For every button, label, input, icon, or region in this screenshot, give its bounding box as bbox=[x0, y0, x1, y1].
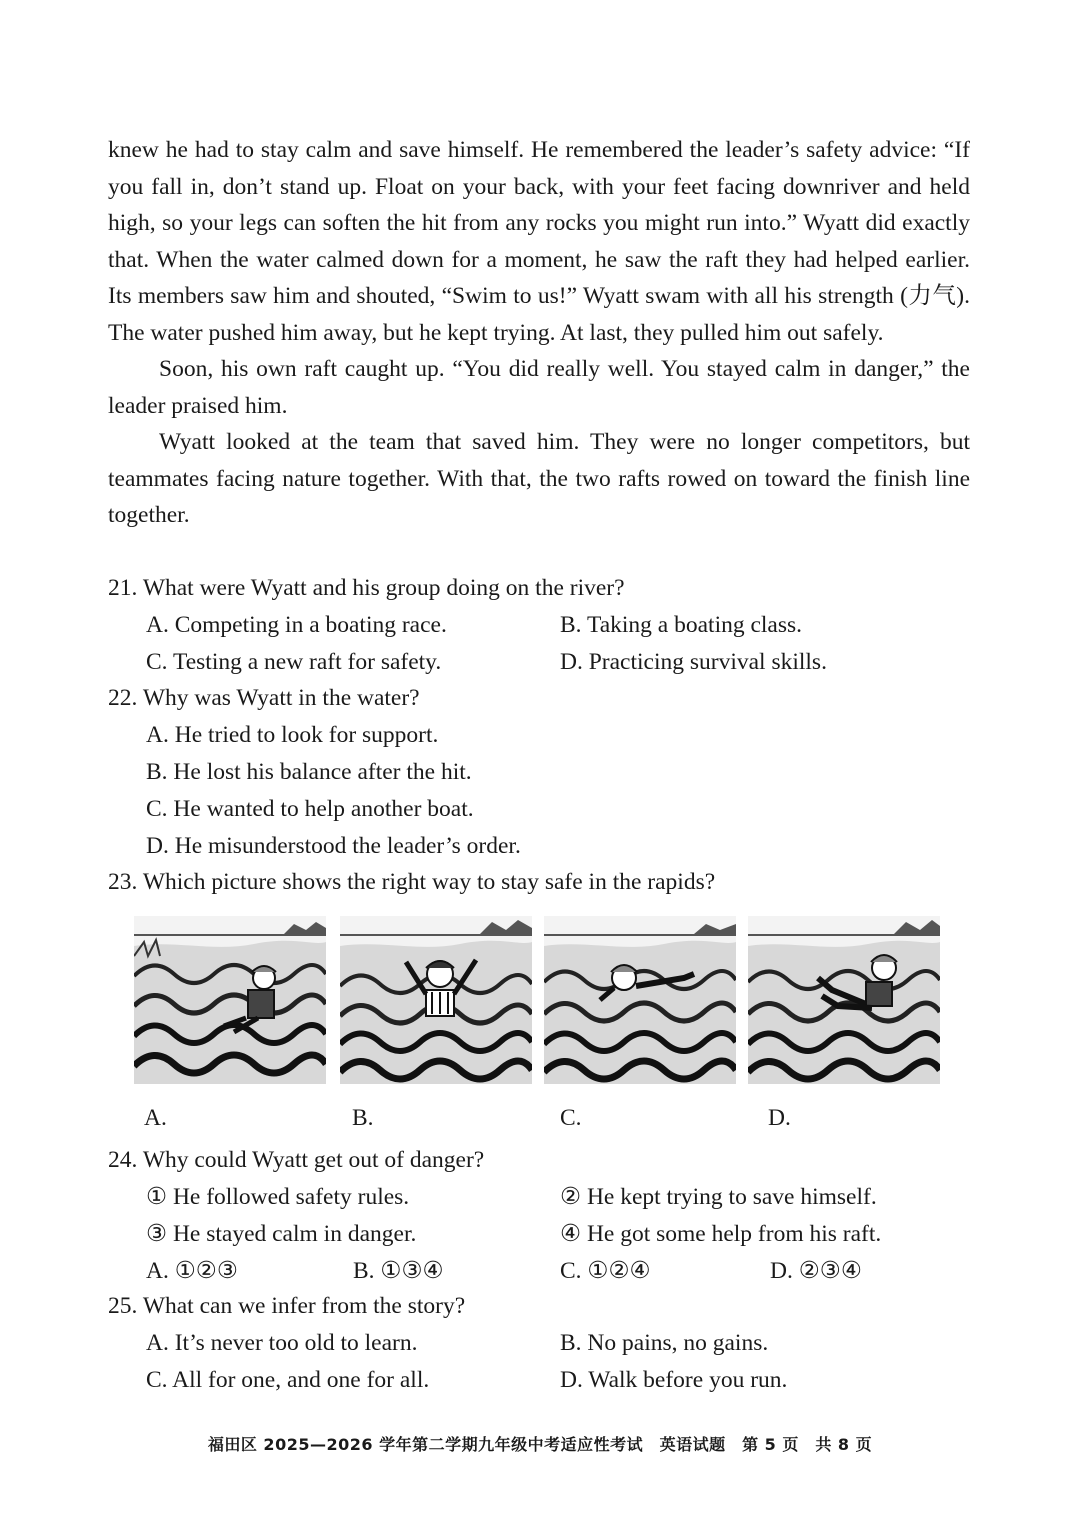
passage-paragraph-2: Soon, his own raft caught up. “You did really well. You stayed calm in danger,” the leader praised him. bbox=[108, 356, 970, 419]
q24-option-a: A. ①②③ bbox=[146, 1258, 238, 1284]
q25-option-b: B. No pains, no gains. bbox=[560, 1330, 769, 1356]
q24-option-d: D. ②③④ bbox=[770, 1258, 862, 1284]
question-21 bbox=[108, 570, 988, 681]
question-22 bbox=[108, 680, 988, 865]
question-21-stem: 21. What were Wyatt and his group doing on the river? bbox=[108, 575, 625, 601]
q24-option-c: C. ①②④ bbox=[560, 1258, 651, 1284]
picture-label-a: A. bbox=[144, 1105, 167, 1131]
q25-option-d: D. Walk before you run. bbox=[560, 1367, 788, 1393]
question-24-stem: 24. Why could Wyatt get out of danger? bbox=[108, 1147, 485, 1173]
question-23-stem: 23. Which picture shows the right way to stay safe in the rapids? bbox=[108, 869, 716, 895]
rapids-arms-up-illustration bbox=[340, 916, 532, 1084]
rapids-float-illustration bbox=[134, 916, 326, 1084]
q24-statement-1: ① He followed safety rules. bbox=[146, 1184, 410, 1210]
question-22-stem: 22. Why was Wyatt in the water? bbox=[108, 685, 420, 711]
q22-option-d: D. He misunderstood the leader’s order. bbox=[146, 833, 521, 859]
q24-statement-4: ④ He got some help from his raft. bbox=[560, 1221, 882, 1247]
question-25-stem: 25. What can we infer from the story? bbox=[108, 1293, 466, 1319]
q25-option-a: A. It’s never too old to learn. bbox=[146, 1330, 418, 1356]
q24-statement-3: ③ He stayed calm in danger. bbox=[146, 1221, 417, 1247]
q21-option-c: C. Testing a new raft for safety. bbox=[146, 649, 442, 675]
q24-statement-2: ② He kept trying to save himself. bbox=[560, 1184, 877, 1210]
picture-label-b: B. bbox=[352, 1105, 374, 1131]
q22-option-a: A. He tried to look for support. bbox=[146, 722, 439, 748]
q21-option-b: B. Taking a boating class. bbox=[560, 612, 803, 638]
q25-option-c: C. All for one, and one for all. bbox=[146, 1367, 430, 1393]
q22-option-c: C. He wanted to help another boat. bbox=[146, 796, 474, 822]
picture-label-c: C. bbox=[560, 1105, 582, 1131]
question-25 bbox=[108, 1288, 988, 1399]
q21-option-d: D. Practicing survival skills. bbox=[560, 649, 827, 675]
page-footer: 福田区 2025—2026 学年第二学期九年级中考适应性考试 英语试题 第 5 页 共 8 页 bbox=[207, 1435, 873, 1454]
rapids-feet-up-illustration bbox=[748, 916, 940, 1084]
question-24 bbox=[108, 1142, 988, 1290]
q24-option-b: B. ①③④ bbox=[353, 1258, 444, 1284]
q22-option-b: B. He lost his balance after the hit. bbox=[146, 759, 472, 785]
reading-passage bbox=[108, 132, 970, 534]
q21-option-a: A. Competing in a boating race. bbox=[146, 612, 447, 638]
rapids-swim-illustration bbox=[544, 916, 736, 1084]
passage-paragraph-1: knew he had to stay calm and save himself. He remembered the leader’s safety advice: “If you fall in, don’t stand up. Float on your back, with your feet facing downriver and held high, so your legs can soften the hit from any rocks you might run into.” Wyatt did exactly that. When the water calmed down for a moment, he saw the raft they had helped earlier. Its members saw him and shouted, “Swim to us!” Wyatt swam with all his strength (力气). The water pushed him away, but he kept trying. At last, they pulled him out safely. bbox=[108, 137, 970, 346]
passage-paragraph-3: Wyatt looked at the team that saved him. They were no longer competitors, but teammates facing nature together. With that, the two rafts rowed on toward the finish line together. bbox=[108, 429, 970, 528]
rapids-pictures bbox=[134, 916, 944, 1086]
picture-label-d: D. bbox=[768, 1105, 791, 1131]
question-23 bbox=[108, 864, 988, 901]
picture-labels bbox=[144, 1100, 944, 1137]
